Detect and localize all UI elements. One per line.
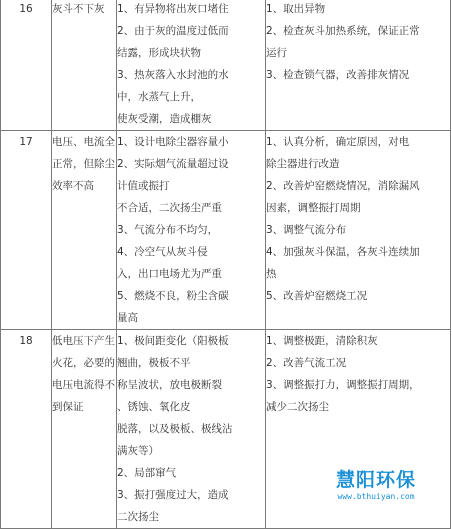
measure-line: 1、取出异物 [266,3,326,15]
measure-line: 1、调整极距，清除积灰 [266,335,378,347]
fault-causes [117,0,266,131]
measure-line: 2、改善炉窑燃烧情况，消除漏风 [266,180,420,192]
cause-line: 1、极间距变化（阳极板 [117,335,229,347]
fault-measures [266,0,451,131]
measure-line: 3、调整振打力，调整振打周期， [266,379,420,391]
fault-causes [117,131,266,330]
cause-line: 入，出口电场尤为严重 [117,268,222,280]
cause-line: 结露，形成块状物 [117,47,201,59]
cause-line: 4、冷空气从灰斗侵 [117,246,208,258]
watermark-url: www.bthuiyan.com [337,492,415,501]
cause-line: 称呈波状，放电极断裂 [117,379,222,391]
cause-line: 脱落，以及极板、极线沾 [117,423,233,435]
cause-line: 1、设计电除尘器容量小 [117,136,229,148]
cause-line: 3、热灰落入水封池的水 [117,69,229,81]
measure-line: 2、改善气流工况 [266,357,347,369]
symptom-text: 灰斗不下灰 [52,3,105,15]
watermark [300,468,452,508]
fault-symptom [52,330,117,529]
cause-line: 中，水蒸气上升， [117,91,201,103]
measure-line: 除尘器进行改造 [266,158,340,170]
fault-causes [117,330,266,529]
cause-line: 翘曲，极板不平 [117,357,191,369]
cause-line: 不合适，二次扬尘严重 [117,202,222,214]
measure-line: 3、检查锁气器，改善排灰情况 [266,69,410,81]
fault-measures [266,131,451,330]
row-number: 17 [1,131,52,330]
measure-line: 4、加强灰斗保温，各灰斗连续加 [266,246,420,258]
cause-line: 计值或振打 [117,180,170,192]
symptom-text: 电压、电流全正常，但除尘效率不高 [52,136,115,192]
measure-line: 减少二次扬尘 [266,401,329,413]
measure-line: 2、检查灰斗加热系统，保证正常 [266,25,420,37]
cause-line: 量高 [117,312,138,324]
cause-line: 5、燃烧不良，粉尘含碳 [117,290,229,302]
measure-line: 5、改善炉窑燃烧工况 [266,290,368,302]
cause-line: 2、实际烟气流量超过设 [117,158,229,170]
measure-line: 1、认真分析，确定原因，对电 [266,136,410,148]
row-number: 18 [1,330,52,529]
watermark-logo: 慧阳环保 [335,469,416,491]
cause-line: 、锈蚀、氧化皮 [117,401,191,413]
cause-line: 3、振打强度过大，造成 [117,489,229,501]
measure-line: 热 [266,268,277,280]
cause-line: 1、有异物将出灰口堵住 [117,3,229,15]
table-row [1,131,451,330]
symptom-text: 低电压下产生火花，必要的电压电流得不到保证 [52,335,115,413]
measure-line: 3、调整气流分布 [266,224,347,236]
measure-line: 运行 [266,47,287,59]
measure-line: 因素，调整振打周期 [266,202,361,214]
cause-line: 2、局部窜气 [117,467,177,479]
cause-line: 二次扬尘 [117,511,159,523]
fault-symptom [52,0,117,131]
cause-line: 满灰等） [117,445,159,457]
cause-line: 2、由于灰的温度过低而 [117,25,229,37]
fault-symptom [52,131,117,330]
row-number: 16 [1,0,52,131]
table-row [1,0,451,131]
cause-line: 3、气流分布不均匀， [117,224,219,236]
cause-line: 使灰受潮，造成棚灰 [117,113,212,125]
